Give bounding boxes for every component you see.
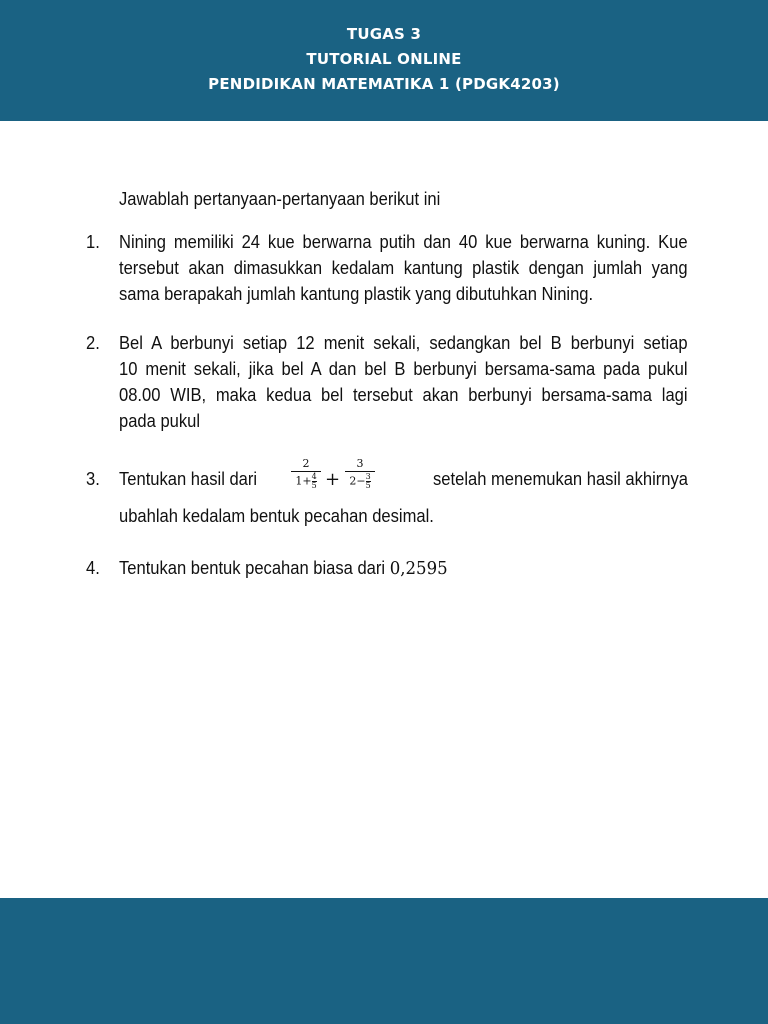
intro-text: Jawablah pertanyaan-pertanyaan berikut ini xyxy=(119,189,441,209)
footer-banner xyxy=(0,898,768,1024)
question-number: 1. xyxy=(86,232,100,252)
decimal-value: 0,2595 xyxy=(389,558,448,579)
question-text-before: Tentukan hasil dari xyxy=(119,469,258,489)
nested-numerator: 3 xyxy=(365,472,371,481)
question-text xyxy=(119,229,688,307)
plus-sign: + xyxy=(325,469,341,490)
question-text-after: setelah menemukan hasil akhirnya xyxy=(433,469,688,489)
question-line: ubahlah kedalam bentuk pecahan desimal. xyxy=(119,506,434,526)
question-line: pada pukul xyxy=(119,411,201,431)
question-line-with-formula xyxy=(119,457,688,501)
nested-numerator: 4 xyxy=(311,472,317,481)
nested-fraction xyxy=(312,473,317,490)
tutorial-title: TUTORIAL ONLINE xyxy=(306,50,462,68)
fraction-2 xyxy=(345,457,375,490)
fraction-denominator xyxy=(345,473,375,490)
question-text xyxy=(119,555,688,582)
question-text xyxy=(119,457,688,529)
question-line: sama berapakah jumlah kantung plastik yang dibutuhkan Nining. xyxy=(119,284,594,304)
question-text-content: Tentukan bentuk pecahan biasa dari xyxy=(119,558,386,578)
fraction-numerator: 2 xyxy=(302,457,310,470)
course-title: PENDIDIKAN MATEMATIKA 1 (PDGK4203) xyxy=(208,75,560,93)
nested-denominator: 5 xyxy=(365,481,371,490)
question-text xyxy=(119,330,688,434)
fraction-numerator: 3 xyxy=(356,457,364,470)
fraction-denominator xyxy=(291,473,321,490)
question-line: 10 menit sekali, jika bel A dan bel B berbunyi bersama-sama pada pukul xyxy=(119,359,688,379)
header-banner xyxy=(0,0,768,121)
assignment-title: TUGAS 3 xyxy=(346,25,422,43)
question-line: tersebut akan dimasukkan kedalam kantung plastik dengan jumlah yang xyxy=(119,258,688,278)
nested-denominator: 5 xyxy=(311,481,317,490)
question-number: 3. xyxy=(86,469,100,489)
question-number: 2. xyxy=(86,333,100,353)
question-line: Bel A berbunyi setiap 12 menit sekali, sedangkan bel B berbunyi setiap xyxy=(119,333,688,353)
denominator-term: 1+ xyxy=(295,474,312,488)
question-line: Nining memiliki 24 kue berwarna putih dan 40 kue berwarna kuning. Kue xyxy=(119,232,688,252)
question-line: 08.00 WIB, maka kedua bel tersebut akan berbunyi bersama-sama lagi xyxy=(119,385,688,405)
denominator-term: 2− xyxy=(349,474,366,488)
question-line xyxy=(119,555,642,582)
question-number: 4. xyxy=(86,558,100,578)
nested-fraction xyxy=(366,473,371,490)
fraction-1 xyxy=(291,457,321,490)
